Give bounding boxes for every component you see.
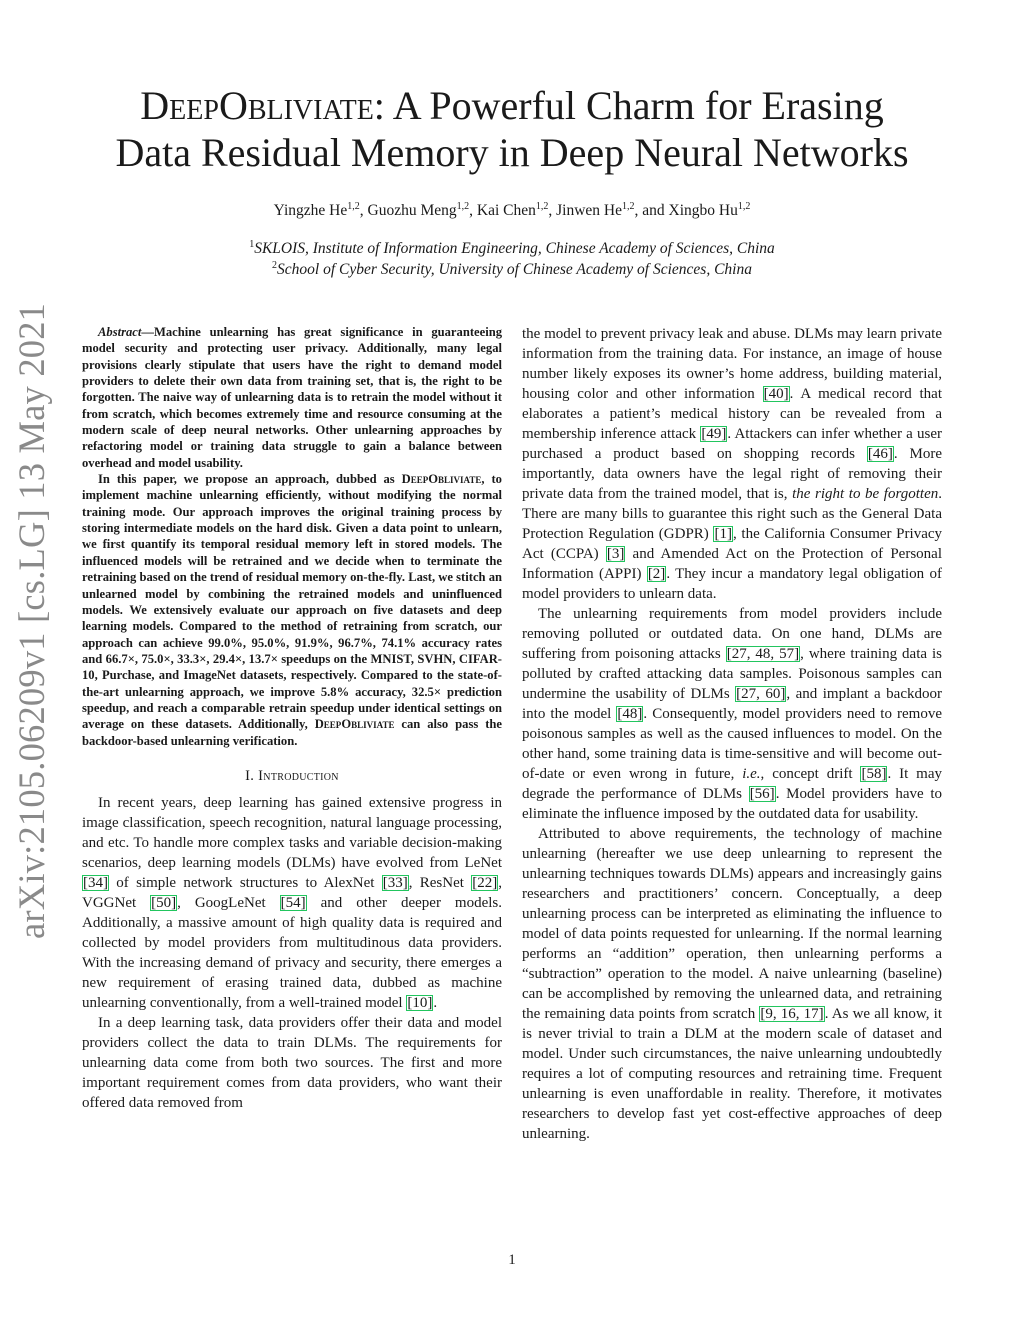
section-title: Introduction: [258, 767, 339, 784]
affiliation-2-marker: 2: [272, 260, 278, 271]
author-separator: ,: [548, 202, 557, 219]
affiliation-1-marker: 1: [249, 239, 255, 250]
paragraph-text: Attributed to above requirements, the technology of machine unlearning (hereafter we use deep unlearning to represent the unlearning techniques towards DLMs) appears and increasingly gains researchers and practitioners’ concern. Conceptually, a deep unlearning process can be interpreted as eliminating the influence to model of data points requested for unlearning. If the normal learning performs an “addition” operation, then unlearning performs a “subtraction” operation to the model. A naive unlearning (baseline) can be accomplished by removing the unlearned data, and retraining the remaining data points from scratch: [522, 826, 942, 1022]
author-affiliation-marker: 1,2: [347, 201, 360, 212]
intro-paragraph-2-continued: [522, 324, 942, 604]
paragraph-text: . More importantly, data owners have the legal right of removing their private data from the trained model, that is,: [522, 446, 942, 502]
paragraph-text: the model to prevent privacy leak and abuse. DLMs may learn private information from the training data. For instance, an image of house number likely exposes its owner’s home address, building material, housing color and other information: [522, 326, 942, 402]
method-name-part1: Deep: [314, 717, 342, 732]
citation-link[interactable]: [58]: [861, 766, 887, 782]
affiliation-1-text: SKLOIS, Institute of Information Engineering, Chinese Academy of Sciences, China: [254, 240, 775, 257]
title-name-part1: Deep: [140, 83, 219, 128]
paragraph-text: . There are many bills to guarantee this right such as the General Data Protection Regulation (GDPR): [522, 486, 943, 542]
title-name-part2: Obliviate: [218, 83, 374, 128]
author-affiliation-marker: 1,2: [737, 201, 751, 212]
author-name: Guozhu Meng: [367, 202, 457, 219]
arxiv-identifier: arXiv:2105.06209v1 [cs.LG] 13 May 2021: [11, 302, 52, 939]
citation-link[interactable]: [50]: [151, 894, 177, 911]
citation-link[interactable]: [27, 48, 57]: [726, 646, 800, 662]
method-name-part2: Obliviate: [341, 717, 395, 732]
affiliation-2-text: School of Cyber Security, University of Chinese Academy of Sciences, China: [277, 261, 752, 278]
intro-paragraph-1: [82, 793, 502, 1013]
author-list: [60, 202, 964, 220]
citation-link[interactable]: [9, 16, 17]: [760, 1006, 824, 1022]
paragraph-text: . As we all know, it is never trivial to train a DLM at the modern scale of dataset and model. Under such circumstances, the naive unlearning undoubtedly requires a lot of computing resources and retraining time. Frequent unlearning is even unaffordable in reality. Therefore, it motivates researchers to develop fast yet cost-effective approaches of deep unlearning.: [522, 1006, 942, 1142]
title-line1-rest: : A Powerful Charm for Erasing: [373, 83, 884, 128]
abstract-p2-text-c: can also pass the backdoor-based unlearning verification.: [82, 717, 502, 748]
author-separator: , and: [634, 202, 669, 219]
citation-link[interactable]: [48]: [617, 706, 643, 722]
section-number: I.: [245, 767, 255, 784]
paragraph-text: and other deeper models. Additionally, a massive amount of high quality data is required and collected by model providers from multitudinous data providers. With the increasing demand of privacy and security, there emerges a new requirement of erasing trained data, dubbed as machine unlearning conventionally, from a well-trained model: [82, 894, 503, 1011]
citation-link[interactable]: [2]: [647, 566, 666, 582]
paper-title: [60, 82, 964, 176]
paragraph-text: , and implant a backdoor into the model: [522, 686, 942, 722]
paragraph-text: , GoogLeNet: [177, 894, 280, 911]
paragraph-text: , the California Consumer Privacy Act (CCPA): [522, 526, 943, 562]
citation-link[interactable]: [49]: [701, 426, 727, 442]
citation-link[interactable]: [56]: [749, 786, 775, 802]
citation-link[interactable]: [46]: [867, 446, 893, 462]
abstract-p2-text-b: , to implement machine unlearning efficiently, without modifying the normal training mode. Our approach improves the original training process by storing intermediate models on the hard disk. Given a data point to unlearn, we first quantify its temporal residual memory left in stored models. The influenced models will be retrained and we decide when to terminate the retraining based on the trend of residual memory on-the-fly. Last, we stitch an unlearned model by combining the retrained models and uninfluenced models. We extensively evaluate our approach on five datasets and deep learning models. Compared to the method of retraining from scratch, our approach can achieve 99.0%, 95.0%, 91.9%, 96.7%, 74.1% accuracy rates and 66.7×, 75.0×, 33.3×, 29.4×, 13.7× speedups on the MNIST, SVHN, CIFAR-10, Purchase, and ImageNet datasets, respectively. Compared to the state-of-the-art unlearning approach, we improve 5.8% accuracy, 32.5× prediction speedup, and reach a comparable retrain speedup under identical settings on average on these datasets. Additionally,: [82, 472, 502, 732]
method-name: [315, 717, 395, 731]
right-column: [522, 324, 942, 1144]
affiliation-1: [60, 240, 964, 258]
abstract: [82, 324, 502, 749]
author-name: Yingzhe He: [273, 202, 348, 219]
citation-link[interactable]: [34]: [83, 874, 108, 891]
citation-link[interactable]: [22]: [472, 874, 498, 891]
method-name-part1: Deep: [401, 472, 429, 487]
paragraph-text: . Attackers can infer whether a user purchased a product based on shopping records: [522, 426, 942, 462]
author-name: Xingbo Hu: [668, 202, 738, 219]
citation-link[interactable]: [40]: [763, 386, 789, 402]
intro-paragraph-3: [522, 604, 942, 824]
paragraph-text: and Amended Act on the Protection of Personal Information (APPI): [522, 546, 942, 582]
author-affiliation-marker: 1,2: [622, 201, 635, 212]
left-column: [82, 324, 502, 1113]
paragraph-text: The unlearning requirements from model providers include removing polluted or outdated data. On one hand, DLMs are suffering from poisoning attacks: [522, 606, 942, 662]
citation-link[interactable]: [3]: [606, 546, 625, 562]
author-affiliation-marker: 1,2: [456, 201, 470, 212]
paragraph-text: . They incur a mandatory legal obligation of model providers to unlearn data.: [522, 566, 942, 602]
abstract-paragraph-2: [82, 471, 502, 749]
paragraph-text: . A medical record that elaborates a patient’s medical history can be revealed from a membership inference attack: [522, 386, 942, 442]
paragraph-text: In a deep learning task, data providers offer their data and model providers collect the data to train DLMs. The requirements for unlearning data come from both two sources. The first and more important requirement comes from data providers, who want their offered data removed from: [82, 1014, 502, 1111]
abstract-heading: Abstract: [98, 325, 142, 339]
abstract-paragraph-1: Abstract—Machine unlearning has great significance in guaranteeing model security and protecting user privacy. Additionally, many legal provisions clearly stipulate that users have the right to demand model providers to delete their own data from training set, that is, the right to be forgotten. The naive way of unlearning data is to retrain the model without it from scratch, which becomes extremely time and resource consuming at the modern scale of deep neural networks. Other unlearning approaches by refactoring model or training data struggle to gain a balance between overhead and model usability.: [82, 325, 502, 470]
paragraph-text: .: [433, 994, 438, 1011]
author-separator: ,: [359, 202, 368, 219]
paragraph-text: . Consequently, model providers need to remove poisonous samples as well as the caused influences to model. On the other hand, some training data is time-sensitive and will become out-of-date or even wrong in future,: [522, 706, 943, 782]
paragraph-text: In recent years, deep learning has gained extensive progress in image classification, speech recognition, natural language processing, and etc. To handle more complex tasks and variable decision-making scenarios, deep learning models (DLMs) have evolved from LeNet: [82, 794, 502, 871]
citation-link[interactable]: [54]: [280, 894, 306, 911]
author-name: Kai Chen: [476, 202, 536, 219]
abstract-p1-text: Machine unlearning has great significance in guaranteeing model security and protecting user privacy. Additionally, many legal provisions clearly stipulate that users have the right to demand model providers to delete their own data from training set, that is, the right to be forgotten. The naive way of unlearning data is to retrain the model without it from scratch, which becomes extremely time and resource consuming at the modern scale of deep neural networks. Other unlearning approaches by refactoring model or training data struggle to gain a balance between overhead and model usability.: [82, 325, 502, 470]
method-name: [402, 472, 482, 486]
paragraph-text: . Model providers have to eliminate the influence imposed by the outdated data for usability.: [522, 786, 942, 822]
paragraph-text: , where training data is polluted by crafted attacking data samples. Poisonous samples can undermine the usability of DLMs: [522, 646, 942, 702]
citation-link[interactable]: [33]: [382, 874, 408, 891]
emphasis-text: the right to be forgotten: [792, 486, 939, 502]
method-name-part2: Obliviate: [428, 472, 482, 487]
author-name: Jinwen He: [556, 202, 622, 219]
section-heading: [82, 766, 502, 786]
paragraph-text: , VGGNet: [82, 874, 502, 911]
intro-paragraph-4: [522, 824, 942, 1144]
citation-link[interactable]: [1]: [714, 526, 732, 542]
author-separator: ,: [469, 202, 477, 219]
emphasis-text: i.e.: [742, 766, 761, 782]
paragraph-text: of simple network structures to AlexNet: [109, 874, 382, 891]
paragraph-text: . It may degrade the performance of DLMs: [522, 766, 942, 802]
citation-link[interactable]: [10]: [407, 994, 433, 1011]
paragraph-text: , concept drift: [760, 766, 861, 782]
affiliation-2: [60, 261, 964, 279]
intro-paragraph-2: [82, 1013, 502, 1113]
author-affiliation-marker: 1,2: [535, 201, 549, 212]
page-number: 1: [508, 1252, 516, 1268]
citation-link[interactable]: [27, 60]: [736, 686, 786, 702]
abstract-p2-text-a: In this paper, we propose an approach, dubbed as: [98, 472, 402, 487]
title-line2: Data Residual Memory in Deep Neural Networks: [115, 130, 909, 175]
paragraph-text: , ResNet: [408, 874, 472, 891]
